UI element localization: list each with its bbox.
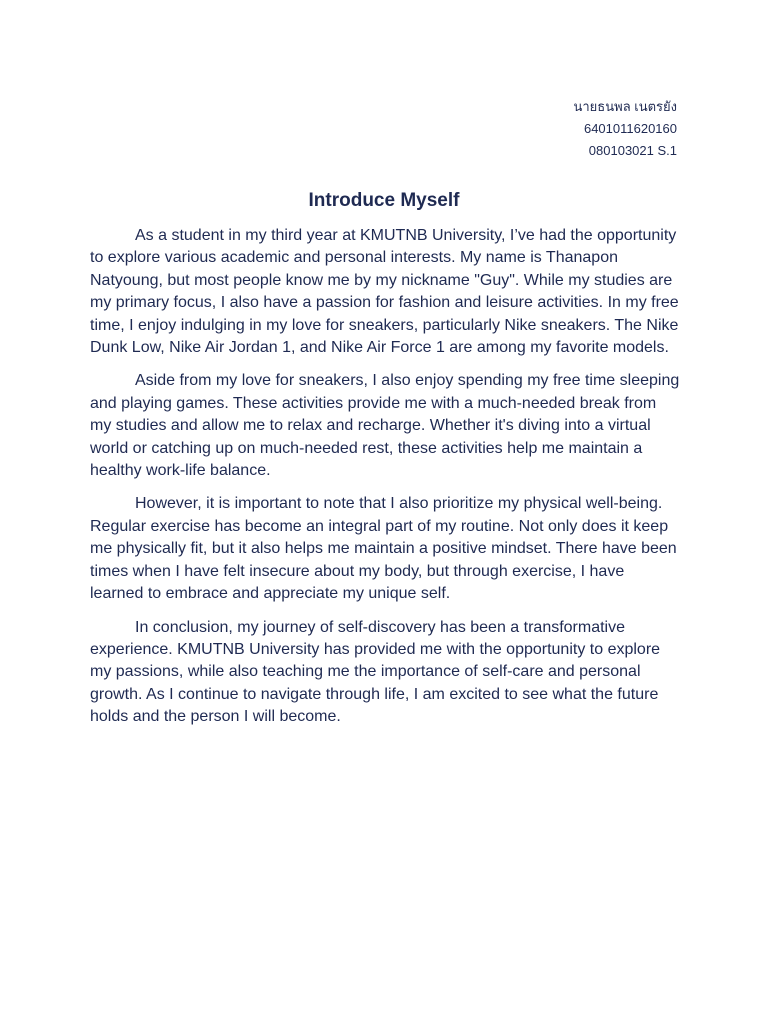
document-title: Introduce Myself (308, 190, 460, 211)
paragraph-3: However, it is important to note that I also prioritize my physical well-being. Regular exercise has become an integral part of my routine. Not only does it keep me physically fit, but it also helps me maintain a positive mindset. There have been times when I have felt insecure about my body, but through exercise, I have learned to embrace and appreciate my unique self. (90, 495, 677, 603)
document-body (90, 225, 680, 740)
paragraph-2: Aside from my love for sneakers, I also enjoy spending my free time sleeping and playing games. These activities provide me with a much-needed break from my studies and allow me to relax and recharge. Whether it's diving into a virtual world or catching up on much-needed rest, these activities help me maintain a healthy work-life balance. (90, 372, 680, 480)
paragraph-1: As a student in my third year at KMUTNB University, I’ve had the opportunity to explore various academic and personal interests. My name is Thanapon Natyoung, but most people know me by my nickname "Guy". While my studies are my primary focus, I also have a passion for fashion and leisure activities. In my free time, I enjoy indulging in my love for sneakers, particularly Nike sneakers. The Nike Dunk Low, Nike Air Jordan 1, and Nike Air Force 1 are among my favorite models. (90, 227, 679, 357)
course-code: 080103021 S.1 (588, 143, 677, 158)
student-id: 6401011620160 (583, 121, 677, 136)
author-info-block (574, 96, 678, 162)
paragraph-4: In conclusion, my journey of self-discovery has been a transformative experience. KMUTNB University has provided me with the opportunity to explore my passions, while also teaching me the importance of self-care and personal growth. As I continue to navigate through life, I am excited to see what the future holds and the person I will become. (90, 618, 661, 726)
author-name: นายธนพล เนตรยัง (573, 99, 677, 114)
